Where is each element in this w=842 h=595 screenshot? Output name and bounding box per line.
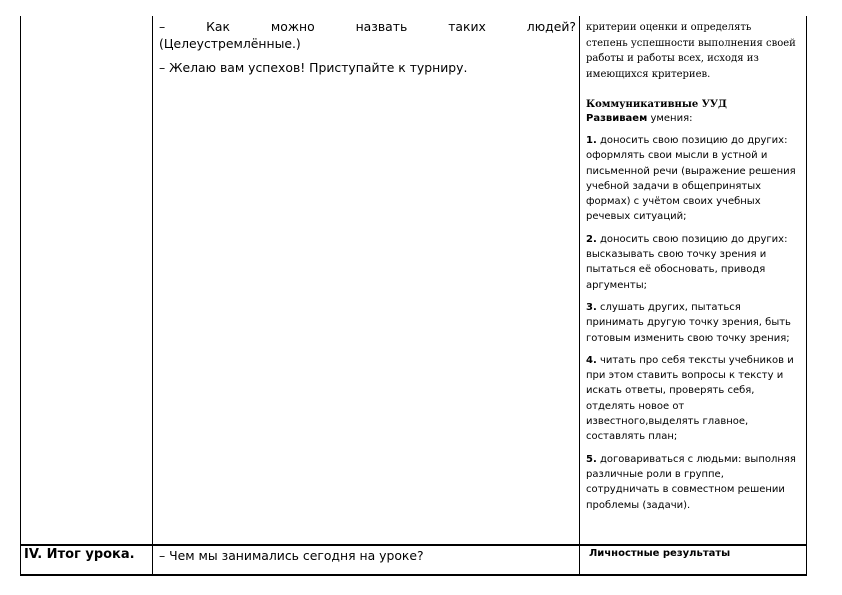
row1-activity-cell	[159, 18, 576, 76]
communicative-uud-heading: Коммуникативные УУД	[586, 99, 727, 110]
table-border-right	[806, 16, 807, 575]
summary-question: – Чем мы занимались сегодня на уроке?	[159, 548, 424, 563]
skill-number: 3.	[586, 301, 597, 313]
skill-number: 4.	[586, 354, 597, 366]
question-word: таких	[448, 19, 486, 34]
personal-results-heading: Личностные результаты	[589, 548, 731, 559]
skill-number: 5.	[586, 453, 597, 465]
question-word: можно	[270, 19, 315, 34]
table-border-left	[20, 16, 21, 575]
skill-text: читать про себя тексты учебников и при этом ставить вопросы к тексту и искать ответы, проверять себя, отделять новое от известного,выделять главное, составлять план;	[586, 354, 794, 443]
skill-item-1	[586, 133, 796, 225]
lesson-stage-title: IV. Итог урока.	[24, 547, 135, 562]
question-word: –	[159, 19, 166, 34]
question-line	[159, 18, 576, 35]
skill-text: доносить свою позицию до других: оформлять свои мысли в устной и письменной речи (выражение решения учебной задачи в общепринятых формах) с учётом своих учебных речевых ситуаций;	[586, 135, 796, 223]
table-border-bottom	[20, 574, 807, 576]
skills-subheading-rest: умения:	[647, 113, 693, 124]
skill-number: 2.	[586, 233, 597, 245]
skill-item-3	[586, 300, 796, 346]
table-border-row-divider	[20, 544, 807, 546]
question-word: назвать	[355, 19, 408, 34]
row1-outcomes-cell	[586, 20, 796, 513]
table-border-col-1	[152, 16, 153, 575]
question-answer: (Целеустремлённые.)	[159, 36, 301, 51]
skill-text: слушать других, пытаться принимать другую точку зрения, быть готовым изменить свою точку зрения;	[586, 301, 791, 344]
question-word: людей?	[526, 19, 576, 34]
table-border-col-2	[579, 16, 580, 575]
question-word: Как	[206, 19, 230, 34]
skill-item-4	[586, 353, 796, 445]
criteria-text: критерии оценки и определять степень успешности выполнения своей работы и работы всех, исходя из имеющихся критериев.	[586, 22, 796, 80]
skill-number: 1.	[586, 135, 597, 146]
skill-text: доносить свою позицию до других: высказывать свою точку зрения и пытаться её обосновать, приводя аргументы;	[586, 233, 788, 291]
skills-subheading-bold: Развиваем	[586, 113, 648, 124]
skill-text: договариваться с людьми: выполняя различные роли в группе, сотрудничать в совместном решении проблемы (задачи).	[586, 453, 796, 511]
question-paragraph	[159, 18, 576, 52]
skills-subheading	[586, 112, 796, 126]
skill-item-5	[586, 452, 796, 513]
skill-item-2	[586, 232, 796, 293]
wish-text: – Желаю вам успехов! Приступайте к турниру.	[159, 60, 468, 75]
